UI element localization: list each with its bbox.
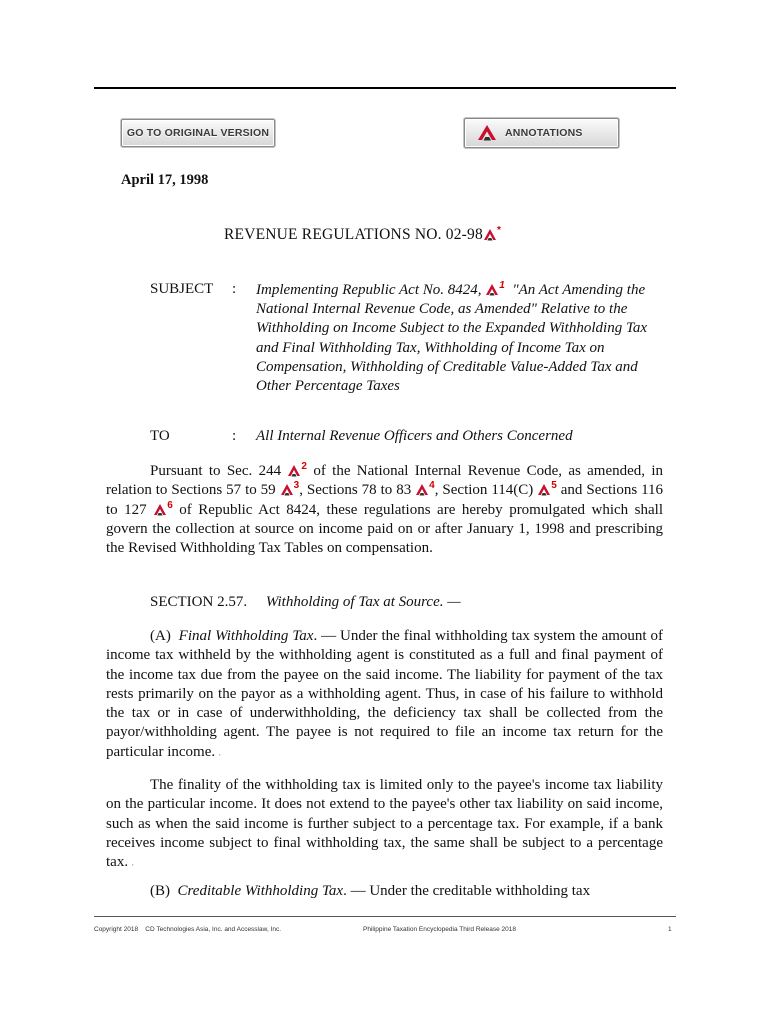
p1-part-c: , Sections 78 to 83 [299,482,412,499]
subject-text-part2: "An Act Amending the National Internal Revenue Code, as Amended" Relative to the Withholding on Income Subject to the Expanded Withholding Tax and Final Withholding Tax, Withholding of Income Tax on Compensation, Withholding of Creditable Value-Added Tax and Other Percentage Taxes [256,282,648,395]
to-text: All Internal Revenue Officers and Others Concerned [256,428,573,444]
document-title [224,226,501,244]
section-title: Withholding of Tax at Source. — [265,594,461,610]
p3-text: The finality of the withholding tax is limited only to the payee's income tax liability on the particular income. It does not extend to the payee's other tax liability on said income, such as when the said income is further subject to a percentage tax. For example, if a bank receives income subject to final withholding tax, the same shall be subject to a percentage tax. [106,777,663,871]
footer-page-number: 1 [668,926,672,933]
title-annotation-marker[interactable]: * [496,225,502,236]
pA-lead: (A) [150,628,171,644]
footer-copyright: Copyright 2018 CD Technologies Asia, Inc. and Accesslaw, Inc. [94,926,282,933]
p1-part-a: Pursuant to Sec. 244 [150,463,282,479]
annotation-marker-icon[interactable] [153,503,167,516]
subject-text-part1: Implementing Republic Act No. 8424, [256,282,482,298]
annotation-4[interactable]: 4 [429,480,435,492]
p1-part-f: of Republic Act 8424, these regulations are hereby promulgated which shall govern the collection at source on income paid on or after January 1, 1998 and prescribing the Revised Withholding Tax Tables on compensation. [106,501,664,557]
annotation-marker-icon[interactable] [483,228,497,241]
end-mark: ▪ [219,751,221,757]
paragraph-pursuant [106,462,663,558]
annotation-5[interactable]: 5 [551,480,557,492]
pA-title: Final Withholding Tax [178,628,314,644]
annotation-marker-icon[interactable] [537,483,551,496]
annotations-label: ANNOTATIONS [505,127,583,139]
title-text: REVENUE REGULATIONS NO. 02-98 [224,226,483,243]
top-divider [94,87,676,89]
pB-body: . — Under the creditable withholding tax [343,883,591,899]
footer-release: Philippine Taxation Encyclopedia Third Release 2018 [363,926,516,933]
pB-lead: (B) [150,883,170,899]
paragraph-final-withholding [106,627,663,764]
pB-title: Creditable Withholding Tax [177,883,344,899]
annotations-button[interactable] [464,118,619,148]
section-heading [106,593,663,612]
p1-part-d: , Section 114(C) [434,482,534,499]
annotation-2[interactable]: 2 [301,461,307,472]
subject-colon: : [232,281,237,297]
annotation-3[interactable]: 3 [293,480,300,492]
to-colon: : [232,428,237,444]
go-to-original-version-button[interactable] [121,119,275,147]
annotation-marker-icon[interactable] [485,283,499,296]
p1-part-e: and Sections 116 to 127 [106,482,664,518]
subject-text [256,281,656,396]
annotation-marker-icon[interactable] [280,483,294,496]
go-to-original-version-label: GO TO ORIGINAL VERSION [126,127,270,139]
paragraph-creditable-withholding [106,882,663,901]
section-number: SECTION 2.57. [150,594,248,610]
annotation-marker-icon[interactable] [287,464,301,477]
annotation-marker-icon[interactable] [415,483,429,496]
annotation-6[interactable]: 6 [167,499,173,511]
pA-body: . — Under the final withholding tax system the amount of income tax withheld by the withholding agent is constituted as a full and final payment of the income tax due from the payee on the said income. The liability for payment of the tax rests primarily on the payor as a withholding agent. Thus, in case of his failure to withhold the tax or in case of underwithholding, the deficiency tax shall be collected from the payor/withholding agent. The payee is not required to file an income tax return for the particular income. [106,628,663,760]
document-date: April 17, 1998 [121,172,209,188]
annotation-1[interactable]: 1 [499,280,505,291]
end-mark: ▪ [132,862,134,868]
bottom-divider [94,916,676,917]
p1-part-b: of the National Internal Revenue Code, as amended, in relation to Sections 57 to 59 [106,463,664,499]
to-label: TO [150,428,170,444]
subject-label: SUBJECT [150,281,214,297]
annotation-icon [477,124,497,142]
paragraph-finality [106,776,663,874]
